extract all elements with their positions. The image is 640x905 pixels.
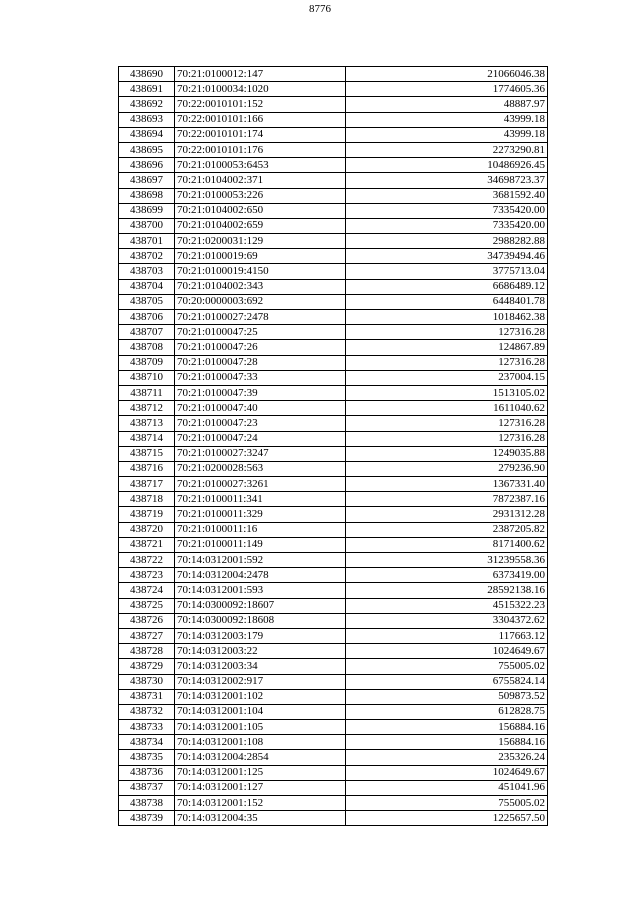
row-number-cell: 438711 [119, 385, 175, 400]
row-number-cell: 438720 [119, 522, 175, 537]
cadastral-value-cell: 6755824.14 [346, 674, 548, 689]
row-number-cell: 438691 [119, 82, 175, 97]
table-row [119, 188, 548, 203]
table-row [119, 780, 548, 795]
cadastral-number-cell: 70:14:0312004:2854 [175, 750, 346, 765]
table-row [119, 142, 548, 157]
cadastral-value-cell: 2273290.81 [346, 142, 548, 157]
table-body [119, 67, 548, 826]
cadastral-number-cell: 70:14:0312003:179 [175, 628, 346, 643]
cadastral-value-cell: 1774605.36 [346, 82, 548, 97]
cadastral-number-cell: 70:21:0100027:3247 [175, 446, 346, 461]
row-number-cell: 438713 [119, 416, 175, 431]
table-row [119, 507, 548, 522]
table-row [119, 659, 548, 674]
cadastral-number-cell: 70:21:0104002:659 [175, 218, 346, 233]
cadastral-number-cell: 70:14:0312001:105 [175, 720, 346, 735]
table-row [119, 583, 548, 598]
table-row [119, 522, 548, 537]
cadastral-value-cell: 1367331.40 [346, 477, 548, 492]
cadastral-value-cell: 2387205.82 [346, 522, 548, 537]
table-row [119, 218, 548, 233]
cadastral-value-cell: 235326.24 [346, 750, 548, 765]
row-number-cell: 438726 [119, 613, 175, 628]
cadastral-value-cell: 3681592.40 [346, 188, 548, 203]
cadastral-number-cell: 70:14:0312001:102 [175, 689, 346, 704]
cadastral-number-cell: 70:21:0200028:563 [175, 461, 346, 476]
row-number-cell: 438706 [119, 310, 175, 325]
table-row [119, 249, 548, 264]
table-row [119, 112, 548, 127]
cadastral-value-cell: 28592138.16 [346, 583, 548, 598]
row-number-cell: 438733 [119, 720, 175, 735]
cadastral-value-cell: 755005.02 [346, 659, 548, 674]
table-row [119, 750, 548, 765]
table-row [119, 477, 548, 492]
cadastral-number-cell: 70:14:0312003:22 [175, 644, 346, 659]
table-row [119, 370, 548, 385]
cadastral-value-cell: 2931312.28 [346, 507, 548, 522]
table-row [119, 644, 548, 659]
table-row [119, 173, 548, 188]
cadastral-value-cell: 7335420.00 [346, 203, 548, 218]
row-number-cell: 438698 [119, 188, 175, 203]
row-number-cell: 438737 [119, 780, 175, 795]
cadastral-value-cell: 127316.28 [346, 325, 548, 340]
cadastral-number-cell: 70:21:0100011:329 [175, 507, 346, 522]
row-number-cell: 438724 [119, 583, 175, 598]
cadastral-number-cell: 70:21:0100047:40 [175, 401, 346, 416]
cadastral-value-cell: 127316.28 [346, 431, 548, 446]
row-number-cell: 438704 [119, 279, 175, 294]
cadastral-number-cell: 70:21:0100027:2478 [175, 310, 346, 325]
cadastral-number-cell: 70:14:0300092:18608 [175, 613, 346, 628]
cadastral-value-cell: 2988282.88 [346, 234, 548, 249]
row-number-cell: 438714 [119, 431, 175, 446]
row-number-cell: 438705 [119, 294, 175, 309]
cadastral-value-cell: 127316.28 [346, 355, 548, 370]
table-row [119, 355, 548, 370]
table-row [119, 446, 548, 461]
table-row [119, 340, 548, 355]
row-number-cell: 438692 [119, 97, 175, 112]
cadastral-number-cell: 70:21:0100047:28 [175, 355, 346, 370]
row-number-cell: 438723 [119, 568, 175, 583]
row-number-cell: 438696 [119, 158, 175, 173]
cadastral-value-cell: 509873.52 [346, 689, 548, 704]
cadastral-value-cell: 43999.18 [346, 112, 548, 127]
cadastral-value-cell: 1225657.50 [346, 811, 548, 826]
table-row [119, 553, 548, 568]
cadastral-value-cell: 6373419.00 [346, 568, 548, 583]
cadastral-number-cell: 70:21:0100011:149 [175, 537, 346, 552]
table-row [119, 294, 548, 309]
cadastral-number-cell: 70:21:0104002:650 [175, 203, 346, 218]
cadastral-value-cell: 10486926.45 [346, 158, 548, 173]
row-number-cell: 438739 [119, 811, 175, 826]
table-row [119, 234, 548, 249]
row-number-cell: 438722 [119, 553, 175, 568]
cadastral-number-cell: 70:21:0100047:25 [175, 325, 346, 340]
table-row [119, 492, 548, 507]
cadastral-number-cell: 70:21:0100011:341 [175, 492, 346, 507]
table-row [119, 82, 548, 97]
cadastral-number-cell: 70:14:0312001:152 [175, 796, 346, 811]
cadastral-value-cell: 124867.89 [346, 340, 548, 355]
cadastral-value-cell: 1024649.67 [346, 644, 548, 659]
cadastral-number-cell: 70:21:0100019:4150 [175, 264, 346, 279]
table-row [119, 385, 548, 400]
row-number-cell: 438694 [119, 127, 175, 142]
cadastral-number-cell: 70:14:0312004:35 [175, 811, 346, 826]
row-number-cell: 438702 [119, 249, 175, 264]
cadastral-value-cell: 3304372.62 [346, 613, 548, 628]
cadastral-number-cell: 70:22:0010101:152 [175, 97, 346, 112]
row-number-cell: 438719 [119, 507, 175, 522]
cadastral-value-cell: 34739494.46 [346, 249, 548, 264]
table-row [119, 674, 548, 689]
cadastral-value-cell: 156884.16 [346, 735, 548, 750]
table-row [119, 689, 548, 704]
cadastral-number-cell: 70:21:0100047:39 [175, 385, 346, 400]
cadastral-value-cell: 612828.75 [346, 704, 548, 719]
table-row [119, 704, 548, 719]
table-row [119, 279, 548, 294]
table-row [119, 720, 548, 735]
row-number-cell: 438728 [119, 644, 175, 659]
row-number-cell: 438725 [119, 598, 175, 613]
cadastral-value-cell: 3775713.04 [346, 264, 548, 279]
cadastral-number-cell: 70:21:0100047:26 [175, 340, 346, 355]
row-number-cell: 438693 [119, 112, 175, 127]
cadastral-value-cell: 21066046.38 [346, 67, 548, 82]
row-number-cell: 438717 [119, 477, 175, 492]
table-row [119, 158, 548, 173]
page-number: 8776 [309, 3, 331, 15]
row-number-cell: 438700 [119, 218, 175, 233]
cadastral-value-cell: 7872387.16 [346, 492, 548, 507]
cadastral-value-cell: 279236.90 [346, 461, 548, 476]
row-number-cell: 438697 [119, 173, 175, 188]
table-row [119, 310, 548, 325]
row-number-cell: 438701 [119, 234, 175, 249]
cadastral-value-cell: 43999.18 [346, 127, 548, 142]
row-number-cell: 438730 [119, 674, 175, 689]
cadastral-value-cell: 156884.16 [346, 720, 548, 735]
row-number-cell: 438735 [119, 750, 175, 765]
table-row [119, 325, 548, 340]
row-number-cell: 438731 [119, 689, 175, 704]
cadastral-number-cell: 70:21:0100047:23 [175, 416, 346, 431]
cadastral-number-cell: 70:21:0100034:1020 [175, 82, 346, 97]
row-number-cell: 438729 [119, 659, 175, 674]
cadastral-number-cell: 70:21:0100011:16 [175, 522, 346, 537]
cadastral-value-cell: 1513105.02 [346, 385, 548, 400]
row-number-cell: 438699 [119, 203, 175, 218]
row-number-cell: 438707 [119, 325, 175, 340]
cadastral-number-cell: 70:14:0312001:125 [175, 765, 346, 780]
cadastral-number-cell: 70:21:0200031:129 [175, 234, 346, 249]
cadastral-value-cell: 4515322.23 [346, 598, 548, 613]
table-row [119, 613, 548, 628]
cadastral-number-cell: 70:21:0100027:3261 [175, 477, 346, 492]
cadastral-number-cell: 70:14:0312001:104 [175, 704, 346, 719]
cadastral-number-cell: 70:21:0100047:33 [175, 370, 346, 385]
table-row [119, 537, 548, 552]
table-row [119, 796, 548, 811]
cadastral-value-cell: 7335420.00 [346, 218, 548, 233]
cadastral-value-cell: 48887.97 [346, 97, 548, 112]
cadastral-value-cell: 34698723.37 [346, 173, 548, 188]
cadastral-number-cell: 70:21:0104002:371 [175, 173, 346, 188]
cadastral-number-cell: 70:21:0100053:6453 [175, 158, 346, 173]
table-row [119, 461, 548, 476]
row-number-cell: 438718 [119, 492, 175, 507]
cadastral-value-table [118, 66, 548, 826]
row-number-cell: 438709 [119, 355, 175, 370]
row-number-cell: 438738 [119, 796, 175, 811]
row-number-cell: 438736 [119, 765, 175, 780]
cadastral-value-cell: 8171400.62 [346, 537, 548, 552]
row-number-cell: 438716 [119, 461, 175, 476]
row-number-cell: 438721 [119, 537, 175, 552]
table-row [119, 568, 548, 583]
cadastral-value-cell: 6448401.78 [346, 294, 548, 309]
cadastral-number-cell: 70:14:0312001:127 [175, 780, 346, 795]
cadastral-number-cell: 70:22:0010101:176 [175, 142, 346, 157]
table-row [119, 431, 548, 446]
table-row [119, 598, 548, 613]
row-number-cell: 438715 [119, 446, 175, 461]
cadastral-number-cell: 70:21:0100047:24 [175, 431, 346, 446]
cadastral-value-cell: 755005.02 [346, 796, 548, 811]
cadastral-value-cell: 127316.28 [346, 416, 548, 431]
row-number-cell: 438703 [119, 264, 175, 279]
row-number-cell: 438734 [119, 735, 175, 750]
cadastral-value-cell: 6686489.12 [346, 279, 548, 294]
row-number-cell: 438710 [119, 370, 175, 385]
row-number-cell: 438727 [119, 628, 175, 643]
table-row [119, 264, 548, 279]
cadastral-value-cell: 237004.15 [346, 370, 548, 385]
table-row [119, 203, 548, 218]
cadastral-value-cell: 451041.96 [346, 780, 548, 795]
row-number-cell: 438712 [119, 401, 175, 416]
cadastral-value-cell: 117663.12 [346, 628, 548, 643]
table-row [119, 735, 548, 750]
cadastral-value-cell: 31239558.36 [346, 553, 548, 568]
table-row [119, 97, 548, 112]
cadastral-value-cell: 1249035.88 [346, 446, 548, 461]
cadastral-number-cell: 70:14:0312001:592 [175, 553, 346, 568]
cadastral-number-cell: 70:21:0100053:226 [175, 188, 346, 203]
table-row [119, 811, 548, 826]
row-number-cell: 438708 [119, 340, 175, 355]
cadastral-number-cell: 70:14:0312002:917 [175, 674, 346, 689]
cadastral-number-cell: 70:14:0312004:2478 [175, 568, 346, 583]
table-row [119, 67, 548, 82]
cadastral-number-cell: 70:21:0100019:69 [175, 249, 346, 264]
cadastral-number-cell: 70:14:0312003:34 [175, 659, 346, 674]
table-row [119, 416, 548, 431]
cadastral-number-cell: 70:21:0100012:147 [175, 67, 346, 82]
table-row [119, 127, 548, 142]
row-number-cell: 438732 [119, 704, 175, 719]
cadastral-value-cell: 1018462.38 [346, 310, 548, 325]
cadastral-number-cell: 70:20:0000003:692 [175, 294, 346, 309]
cadastral-number-cell: 70:22:0010101:166 [175, 112, 346, 127]
cadastral-number-cell: 70:14:0300092:18607 [175, 598, 346, 613]
cadastral-number-cell: 70:22:0010101:174 [175, 127, 346, 142]
cadastral-number-cell: 70:21:0104002:343 [175, 279, 346, 294]
table-row [119, 401, 548, 416]
cadastral-number-cell: 70:14:0312001:593 [175, 583, 346, 598]
table-row [119, 628, 548, 643]
table-row [119, 765, 548, 780]
cadastral-number-cell: 70:14:0312001:108 [175, 735, 346, 750]
row-number-cell: 438695 [119, 142, 175, 157]
cadastral-value-cell: 1611040.62 [346, 401, 548, 416]
row-number-cell: 438690 [119, 67, 175, 82]
cadastral-value-cell: 1024649.67 [346, 765, 548, 780]
